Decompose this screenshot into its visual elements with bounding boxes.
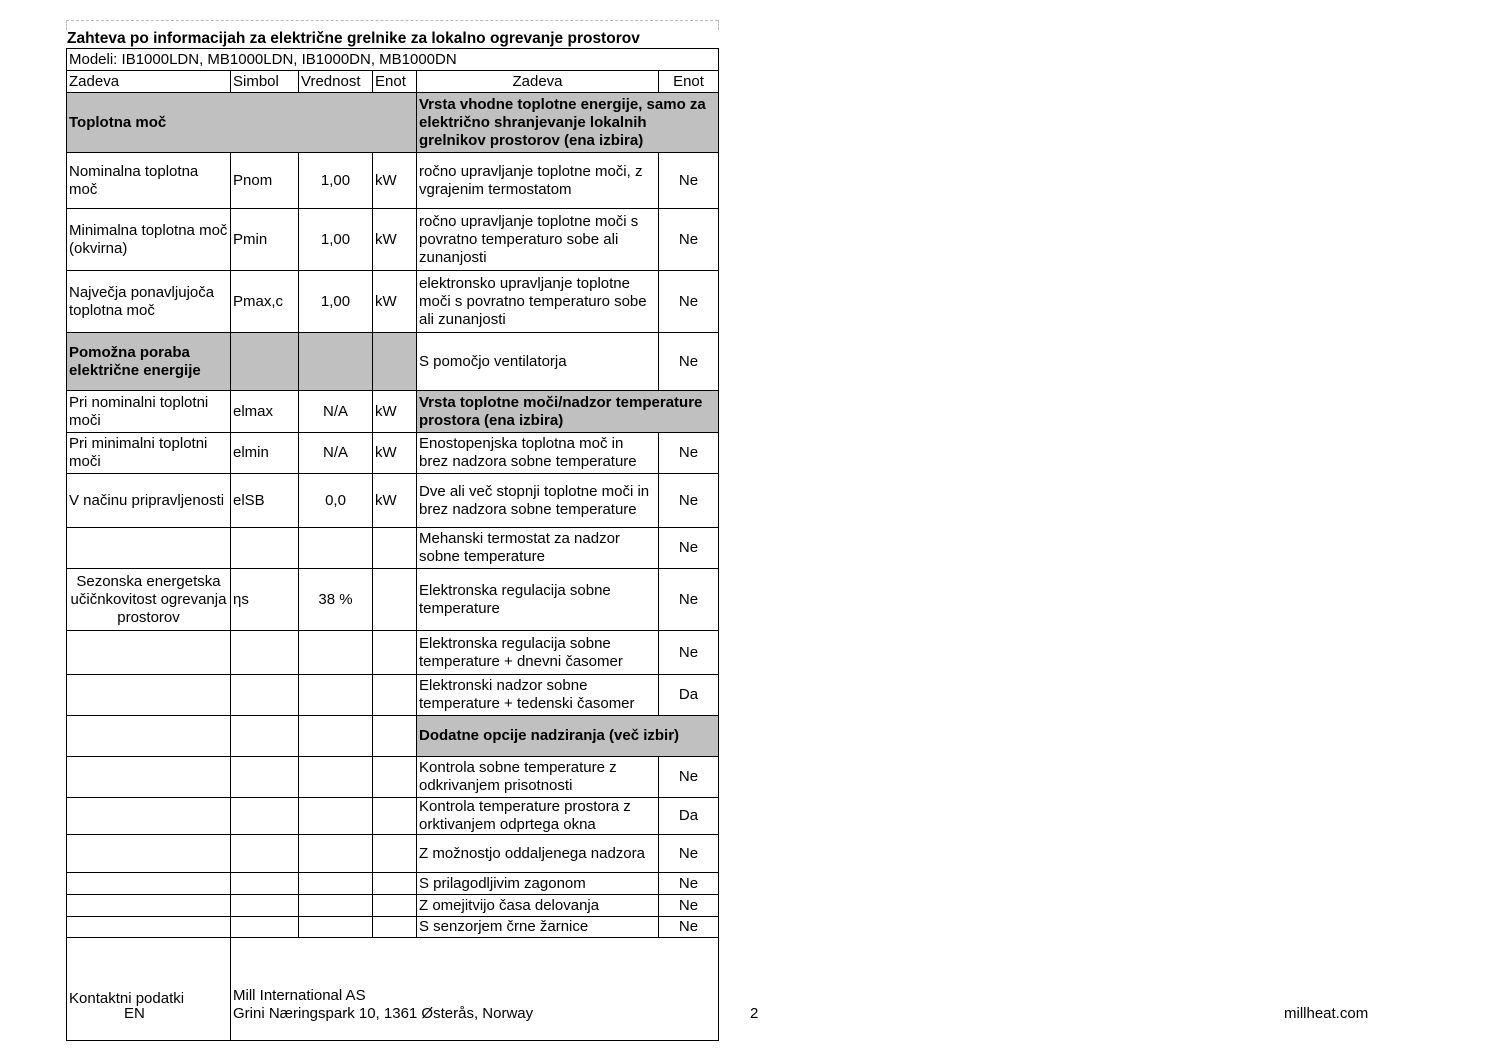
max-heat-unit: kW [373, 271, 417, 333]
section-auxiliary-consumption: Pomožna poraba električne energije [67, 333, 231, 391]
control-option-value: Ne [659, 433, 719, 474]
option-label: Kontrola sobne temperature z odkrivanjem prisotnosti [417, 757, 659, 798]
header-vrednost: Vrednost [299, 71, 373, 93]
table-row [67, 333, 719, 391]
section-heat-input-type: Vrsta vhodne toplotne energije, samo za električno shranjevanje lokalnih grelnikov prostorov (ena izbira) [417, 93, 719, 153]
contact-address: Grini Næringspark 10, 1361 Østerås, Norway [233, 1005, 534, 1022]
header-simbol: Simbol [231, 71, 299, 93]
nominal-heat-unit: kW [373, 153, 417, 209]
control-option-value: Ne [659, 528, 719, 569]
contact-row [67, 938, 719, 1041]
models-row [67, 49, 719, 71]
nominal-heat-symbol: Pnom [231, 153, 299, 209]
language-code: EN [124, 1005, 145, 1022]
table-row [67, 798, 719, 835]
header-zadeva-left: Zadeva [67, 71, 231, 93]
table-row [67, 528, 719, 569]
nominal-heat-value: 1,00 [299, 153, 373, 209]
table-row [67, 93, 719, 153]
table-row [67, 757, 719, 798]
seasonal-efficiency-value: 38 % [299, 569, 373, 631]
elsb-symbol: elSB [231, 474, 299, 528]
table-row [67, 873, 719, 895]
grey-cell [299, 333, 373, 391]
elsb-label: V načinu pripravljenosti [67, 474, 231, 528]
table-row [67, 153, 719, 209]
table-row [67, 835, 719, 873]
contact-label: Kontaktni podatki [67, 938, 231, 1041]
input-option-label: ročno upravljanje toplotne moči s povratno temperaturo sobe ali zunanjosti [417, 209, 659, 271]
control-option-value: Da [659, 675, 719, 716]
control-option-label: Elektronska regulacija sobne temperature + dnevni časomer [417, 631, 659, 675]
option-value: Da [659, 798, 719, 835]
elmax-symbol: elmax [231, 391, 299, 433]
contact-details [231, 938, 719, 1041]
section-control-type: Vrsta toplotne moči/nadzor temperature prostora (ena izbira) [417, 391, 719, 433]
option-value: Ne [659, 757, 719, 798]
elmax-label: Pri nominalni toplotni moči [67, 391, 231, 433]
max-heat-value: 1,00 [299, 271, 373, 333]
table-row [67, 716, 719, 757]
control-option-label: Dve ali več stopnji toplotne moči in brez nadzora sobne temperature [417, 474, 659, 528]
section-additional-options: Dodatne opcije nadziranja (več izbir) [417, 716, 719, 757]
max-heat-label: Največja ponavljujoča toplotna moč [67, 271, 231, 333]
table-row [67, 675, 719, 716]
input-option-value: Ne [659, 153, 719, 209]
elmax-unit: kW [373, 391, 417, 433]
elsb-value: 0,0 [299, 474, 373, 528]
header-enot-right: Enot [659, 71, 719, 93]
table-row [67, 474, 719, 528]
nominal-heat-label: Nominalna toplotna moč [67, 153, 231, 209]
elmin-symbol: elmin [231, 433, 299, 474]
header-row [67, 71, 719, 93]
page-frame-right [718, 20, 719, 30]
header-enot-left: Enot [373, 71, 417, 93]
option-value: Ne [659, 917, 719, 938]
control-option-value: Ne [659, 474, 719, 528]
page-frame-top [66, 20, 718, 29]
page-number: 2 [750, 1005, 759, 1022]
contact-company: Mill International AS [233, 987, 366, 1004]
min-heat-value: 1,00 [299, 209, 373, 271]
control-option-value: Ne [659, 631, 719, 675]
table-row [67, 917, 719, 938]
option-label: S senzorjem črne žarnice [417, 917, 659, 938]
control-option-label: Elektronski nadzor sobne temperature + tedenski časomer [417, 675, 659, 716]
option-label: S prilagodljivim zagonom [417, 873, 659, 895]
table-row [67, 569, 719, 631]
min-heat-unit: kW [373, 209, 417, 271]
input-option-label: elektronsko upravljanje toplotne moči s povratno temperaturo sobe ali zunanjosti [417, 271, 659, 333]
header-zadeva-right: Zadeva [417, 71, 659, 93]
option-label: Z možnostjo oddaljenega nadzora [417, 835, 659, 873]
elmin-value: N/A [299, 433, 373, 474]
grey-cell [373, 333, 417, 391]
page-frame-left [66, 20, 67, 30]
input-option-value: Ne [659, 209, 719, 271]
control-option-label: Enostopenjska toplotna moč in brez nadzora sobne temperature [417, 433, 659, 474]
option-value: Ne [659, 873, 719, 895]
elmin-label: Pri minimalni toplotni moči [67, 433, 231, 474]
input-option-label: S pomočjo ventilatorja [417, 333, 659, 391]
seasonal-efficiency-symbol: ηs [231, 569, 299, 631]
website-url: millheat.com [1284, 1005, 1369, 1022]
models-text: Modeli: IB1000LDN, MB1000LDN, IB1000DN, MB1000DN [67, 49, 719, 71]
table-row [67, 271, 719, 333]
min-heat-label: Minimalna toplotna moč (okvirna) [67, 209, 231, 271]
min-heat-symbol: Pmin [231, 209, 299, 271]
max-heat-symbol: Pmax,c [231, 271, 299, 333]
option-label: Kontrola temperature prostora z orktivanjem odprtega okna [417, 798, 659, 835]
elmax-value: N/A [299, 391, 373, 433]
option-label: Z omejitvijo časa delovanja [417, 895, 659, 917]
elsb-unit: kW [373, 474, 417, 528]
control-option-value: Ne [659, 569, 719, 631]
seasonal-efficiency-label: Sezonska energetska učičnkovitost ogrevanja prostorov [67, 569, 231, 631]
input-option-label: ročno upravljanje toplotne moči, z vgrajenim termostatom [417, 153, 659, 209]
option-value: Ne [659, 835, 719, 873]
document-title: Zahteva po informacijah za električne grelnike za lokalno ogrevanje prostorov [67, 30, 640, 47]
control-option-label: Elektronska regulacija sobne temperature [417, 569, 659, 631]
section-heat-output: Toplotna moč [67, 93, 417, 153]
input-option-value: Ne [659, 333, 719, 391]
grey-cell [231, 333, 299, 391]
table-row [67, 391, 719, 433]
table-row [67, 433, 719, 474]
elmin-unit: kW [373, 433, 417, 474]
table-row [67, 209, 719, 271]
spec-table [66, 48, 719, 1041]
input-option-value: Ne [659, 271, 719, 333]
table-row [67, 631, 719, 675]
option-value: Ne [659, 895, 719, 917]
table-row [67, 895, 719, 917]
control-option-label: Mehanski termostat za nadzor sobne temperature [417, 528, 659, 569]
